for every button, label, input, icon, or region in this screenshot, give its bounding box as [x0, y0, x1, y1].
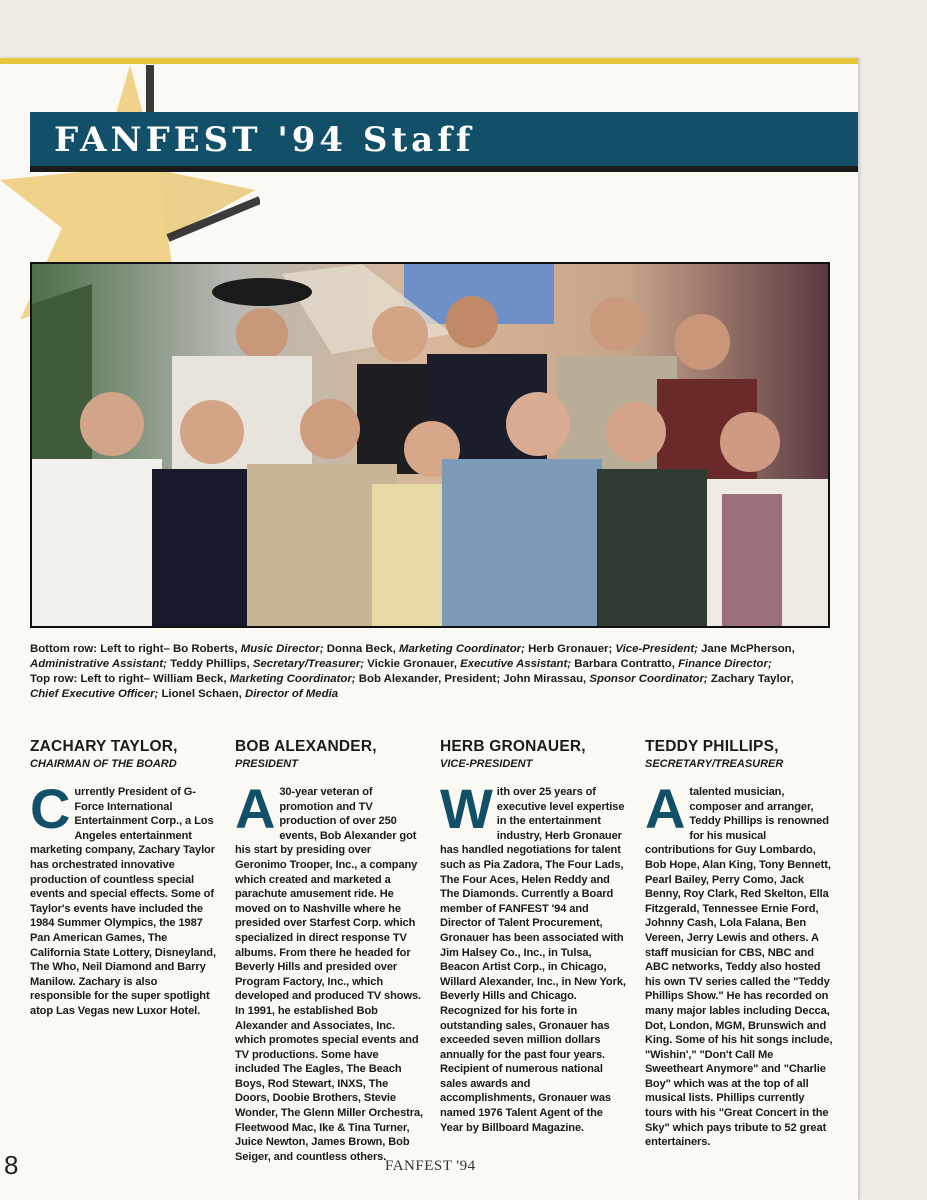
caption-text: Donna Beck,	[323, 643, 399, 655]
bio-name: HERB GRONAUER,	[440, 738, 586, 755]
bio-name: ZACHARY TAYLOR,	[30, 738, 178, 755]
bio-teddy-phillips	[645, 738, 833, 1150]
bio-role: PRESIDENT	[235, 758, 298, 770]
caption-role: Administrative Assistant;	[30, 658, 167, 670]
caption-role: Finance Director;	[678, 658, 772, 670]
caption-role: Marketing Coordinator;	[229, 673, 356, 685]
caption-text: Barbara Contratto,	[571, 658, 679, 670]
drop-cap: A	[235, 777, 276, 840]
bio-text: ith over 25 years of executive level expertise in the entertainment industry, Herb Gronauer has handled negotiations for talent such as Pia Zadora, The Four Lads, The Four Aces, Helen Reddy and The Diamonds. Currently a Board member of FANFEST '94 and Director of Talent Procurement, Gronauer has been associated with Jim Halsey Co., Inc., in Tulsa, Beacon Artist Corp., in Chicago, Willard Alexander, Inc., in New York, Beverly Hills and Chicago. Recognized for his forte in outstanding sales, Gronauer has exceeded seven million dollars annually for the past four years. Recipient of numerous national sales awards and accomplishments, Gronauer was named 1976 Talent Agent of the Year by Billboard Magazine.	[440, 786, 626, 1134]
footer-publication: FANFEST '94	[385, 1158, 476, 1174]
bio-text: urrently President of G-Force International Entertainment Corp., a Los Angeles entertainment marketing company, Zachary Taylor has orchestrated innovative production of countless special events and special effects. Some of Taylor's events have included the 1984 Summer Olympics, the 1987 Pan American Games, The California State Lottery, Disneyland, The Who, Neil Diamond and Barry Manilow. Zachary is also responsible for the super spotlight atop Las Vegas new Luxor Hotel.	[30, 786, 216, 1017]
page-number: 8	[4, 1150, 19, 1180]
bio-name: BOB ALEXANDER,	[235, 738, 377, 755]
photo-caption	[30, 642, 830, 702]
bio-herb-gronauer	[440, 738, 628, 1135]
caption-text: Top row: Left to right– William Beck,	[30, 673, 230, 685]
drop-cap: W	[440, 777, 493, 840]
drop-cap: C	[30, 777, 71, 840]
caption-text: Bob Alexander, President; John Mirassau,	[355, 673, 590, 685]
caption-role: Chief Executive Officer;	[30, 688, 159, 700]
bio-body	[30, 777, 218, 1019]
group-photo-image	[32, 264, 828, 626]
bio-zachary-taylor	[30, 738, 218, 1019]
caption-text: Lionel Schaen,	[158, 688, 246, 700]
caption-text: Zachary Taylor,	[707, 673, 794, 685]
bio-text: 30-year veteran of promotion and TV production of over 250 events, Bob Alexander got his start by presiding over Geronimo Trooper, Inc., a company which created and marketed a parachute amusement ride. He moved on to Nashville where he presided over Starfest Corp. which specialized in direct response TV albums. From there he headed for Beverly Hills and presided over Program Factory, Inc., which developed and produced TV shows. In 1991, he established Bob Alexander and Associates, Inc. which promotes special events and TV productions. Some have included The Eagles, The Beach Boys, Rod Stewart, INXS, The Doors, Doobie Brothers, Stevie Wonder, The Glenn Miller Orchestra, Fleetwood Mac, Ike & Tina Turner, Juice Newton, James Brown, Bob Seiger, and countless others.	[235, 786, 424, 1163]
caption-line-3	[30, 672, 830, 687]
caption-role: Marketing Coordinator;	[398, 643, 525, 655]
bio-role: VICE-PRESIDENT	[440, 758, 533, 770]
caption-text: Bottom row: Left to right– Bo Roberts,	[30, 643, 241, 655]
page-title: FANFEST '94 Staff	[54, 120, 475, 160]
caption-role: Secretary/Treasurer;	[252, 658, 365, 670]
caption-role: Director of Media	[245, 688, 339, 700]
caption-role: Sponsor Coordinator;	[589, 673, 708, 685]
caption-role: Vice-President;	[615, 643, 698, 655]
caption-text: Teddy Phillips,	[166, 658, 253, 670]
caption-line-1	[30, 642, 830, 657]
bio-bob-alexander	[235, 738, 423, 1164]
bio-role: SECRETARY/TREASURER	[645, 758, 784, 770]
bio-role: CHAIRMAN OF THE BOARD	[30, 758, 177, 770]
caption-role: Music Director;	[240, 643, 324, 655]
caption-line-2	[30, 657, 830, 672]
bio-body	[440, 777, 628, 1135]
bio-body	[235, 777, 424, 1164]
staff-group-photo	[30, 262, 830, 628]
caption-text: Herb Gronauer;	[524, 643, 616, 655]
bio-text: talented musician, composer and arranger, Teddy Phillips is renowned for his musical contributions for Guy Lombardo, Bob Hope, Alan King, Tony Bennett, Pearl Bailey, Perry Como, Jack Benny, Roy Clark, Red Skelton, Ella Fitzgerald, Tennessee Ernie Ford, Johnny Cash, Lola Falana, Ben Vereen, Jerry Lewis and others. A staff musician for CBS, NBC and ABC networks, Teddy also hosted his own TV series called the "Teddy Phillips Show." He has recorded on many major lables including Decca, Dot, London, MGM, Brunswich and King. Some of his hit songs include, "Wishin'," "Don't Call Me Sweetheart Anymore" and "Charlie Boy" which was at the top of all musical lists. Phillips currently tours with his "Great Concert in the Sky" which pays tribute to 52 great entertainers.	[645, 786, 833, 1149]
bio-body	[645, 777, 833, 1150]
caption-text: Vickie Gronauer,	[364, 658, 461, 670]
title-banner	[30, 112, 858, 166]
drop-cap: A	[645, 777, 686, 840]
caption-text: Jane McPherson,	[697, 643, 795, 655]
caption-role: Executive Assistant;	[460, 658, 572, 670]
bio-name: TEDDY PHILLIPS,	[645, 738, 779, 755]
caption-line-4	[30, 687, 830, 702]
